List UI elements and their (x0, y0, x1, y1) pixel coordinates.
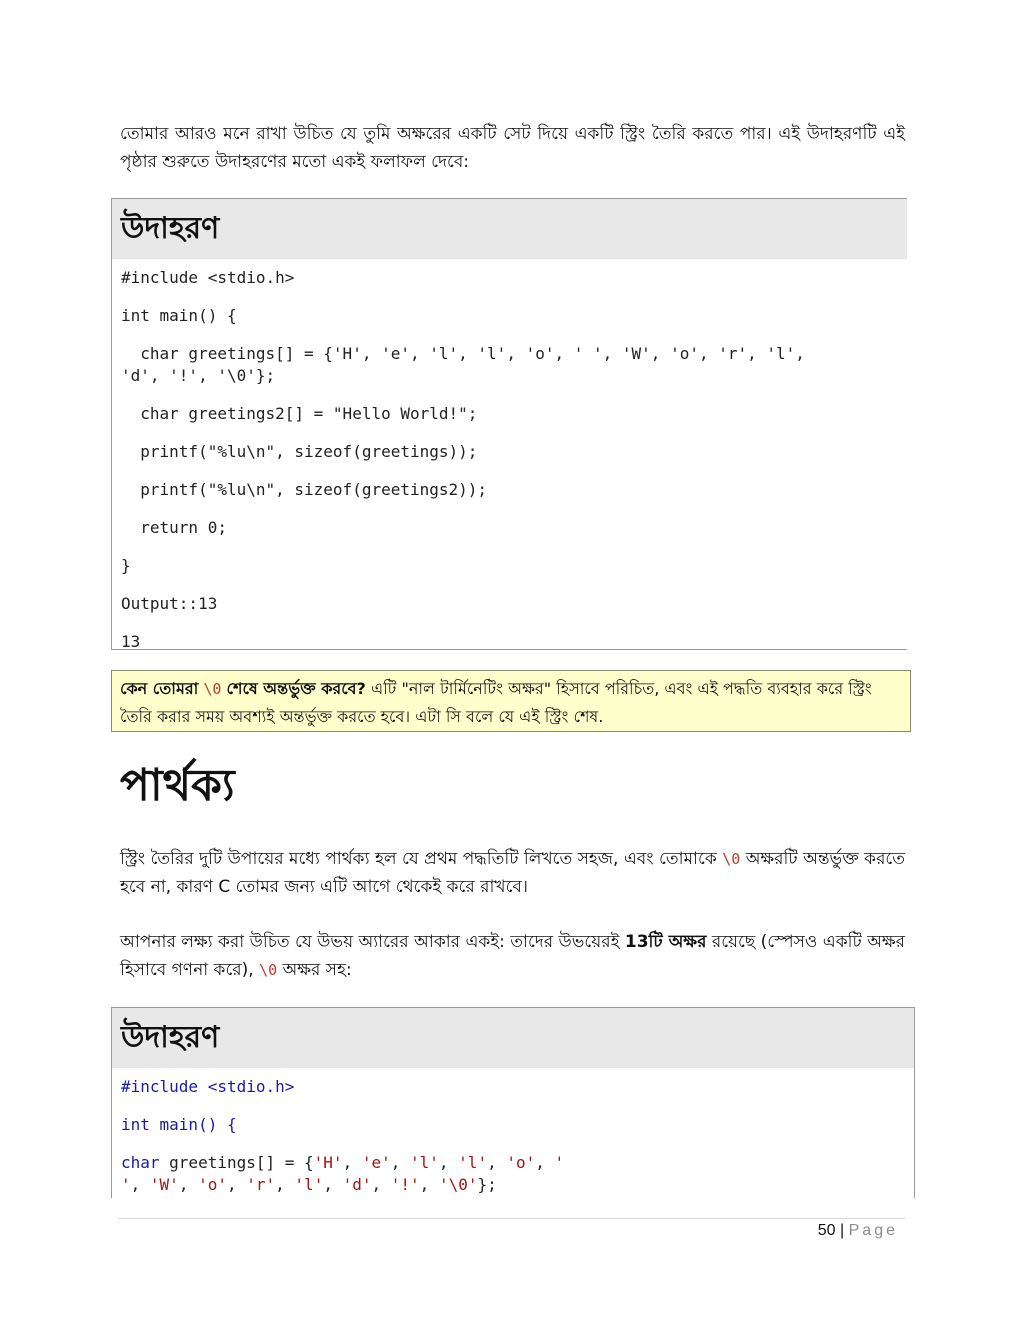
code-line: int main() { (121, 306, 237, 325)
code-token: ' (121, 1175, 131, 1194)
code-token: ' (554, 1153, 565, 1172)
para2-code: \0 (722, 850, 741, 868)
note-code: \0 (203, 680, 222, 698)
code-line: } (121, 556, 131, 575)
code-token: '!' (390, 1175, 420, 1194)
code-line (121, 1106, 914, 1144)
para3-part2: রয়েছে (স্পেসও একটি অক্ষর হিসাবে গণনা করে), (120, 932, 905, 980)
code-block-2 (112, 1068, 914, 1196)
code-line (121, 1068, 914, 1106)
code-token: #include <stdio.h> (121, 1077, 295, 1096)
code-line: char greetings[] = {'H', 'e', 'l', 'l', 'o', ' (121, 1153, 565, 1172)
code-line: printf("%lu\n", sizeof(greetings)); (121, 442, 478, 461)
para3-code: \0 (259, 961, 278, 979)
code-line: ', 'W', 'o', 'r', 'l', 'd', '!', '\0'}; (121, 1175, 497, 1194)
code-token: }; (477, 1175, 497, 1194)
para2-part1: স্ট্রিং তৈরির দুটি উপায়ের মধ্যে পার্থক্য হল যে প্রথম পদ্ধতিটি লিখতে সহজ, এবং তোমাকে (120, 849, 717, 869)
para2-part2: অক্ষরটি অন্তর্ভুক্ত করতে হবে না, কারণ C তোমর জন্য এটি আগে থেকেই করে রাখবে। (120, 849, 906, 897)
code-token: 'd' (342, 1175, 372, 1194)
code-line: 'd', '!', '\0'}; (121, 366, 276, 385)
example-box-2 (111, 1007, 915, 1198)
code-token: '\0' (438, 1175, 478, 1194)
note-box (111, 670, 911, 732)
code-line: printf("%lu\n", sizeof(greetings2)); (121, 480, 488, 499)
code-token: 'r' (246, 1175, 276, 1194)
code-line: return 0; (121, 518, 227, 537)
code-line: char greetings[] = {'H', 'e', 'l', 'l', 'o', ' ', 'W', 'o', 'r', 'l', (121, 344, 805, 363)
code-token: 'e' (361, 1153, 391, 1172)
code-token: int main() { (121, 1115, 237, 1134)
footer-separator: | (840, 1222, 845, 1239)
para3-part1: আপনার লক্ষ্য করা উচিত যে উভয় অ্যারের আকার একই: তাদের উভয়েরই (120, 932, 620, 952)
intro-text: তোমার আরও মনে রাখা উচিত যে তুমি অক্ষরের একটি সেট দিয়ে একটি স্ট্রিং তৈরি করতে পার। এই উদাহরণটি এই পৃষ্ঠার শুরুতে উদাহরণের মতো একই ফলাফল দেবে: (120, 124, 905, 172)
code-token: 'o' (198, 1175, 227, 1194)
code-token: 'H' (313, 1153, 343, 1172)
code-token: 'l' (458, 1153, 488, 1172)
code-line: #include <stdio.h> (121, 268, 295, 287)
intro-paragraph (120, 120, 905, 176)
page-number: 50 (817, 1222, 836, 1239)
code-token: greetings[] = { (159, 1153, 314, 1172)
example-box-1 (111, 198, 907, 650)
code-token: 'l' (410, 1153, 439, 1172)
size-paragraph (120, 928, 905, 984)
note-bold-lead: কেন তোমরা (120, 679, 199, 698)
note-bold-tail: শেষে অন্তর্ভুক্ত করবে? (226, 679, 366, 698)
page-footer (818, 1222, 898, 1240)
code-token: 'o' (506, 1153, 536, 1172)
code-token: char (121, 1153, 160, 1172)
note-text: এটি "নাল টার্মিনেটিং অক্ষর" হিসাবে পরিচিত, এবং এই পদ্ধতি ব্যবহার করে স্ট্রিং তৈরি করার সময় অবশ্যই অন্তর্ভুক্ত করতে হবে। এটা সি বলে যে এই স্ট্রিং শেষ. (120, 679, 872, 726)
difference-paragraph (120, 845, 905, 901)
code-block-1 (112, 259, 907, 661)
example-title: উদাহরণ (112, 199, 907, 259)
example-title: উদাহরণ (112, 1008, 914, 1068)
code-token: 'W' (149, 1175, 179, 1194)
code-line: Output::13 (121, 594, 218, 613)
para3-part3: অক্ষর সহ: (282, 960, 352, 980)
code-token: 'l' (294, 1175, 324, 1194)
code-line: char greetings2[] = "Hello World!"; (121, 404, 478, 423)
footer-divider (118, 1218, 905, 1219)
code-line: 13 (121, 632, 141, 651)
section-heading: পার্থক্য (120, 760, 235, 811)
para3-bold: 13টি অক্ষর (624, 932, 707, 952)
page-label: Page (848, 1222, 898, 1239)
